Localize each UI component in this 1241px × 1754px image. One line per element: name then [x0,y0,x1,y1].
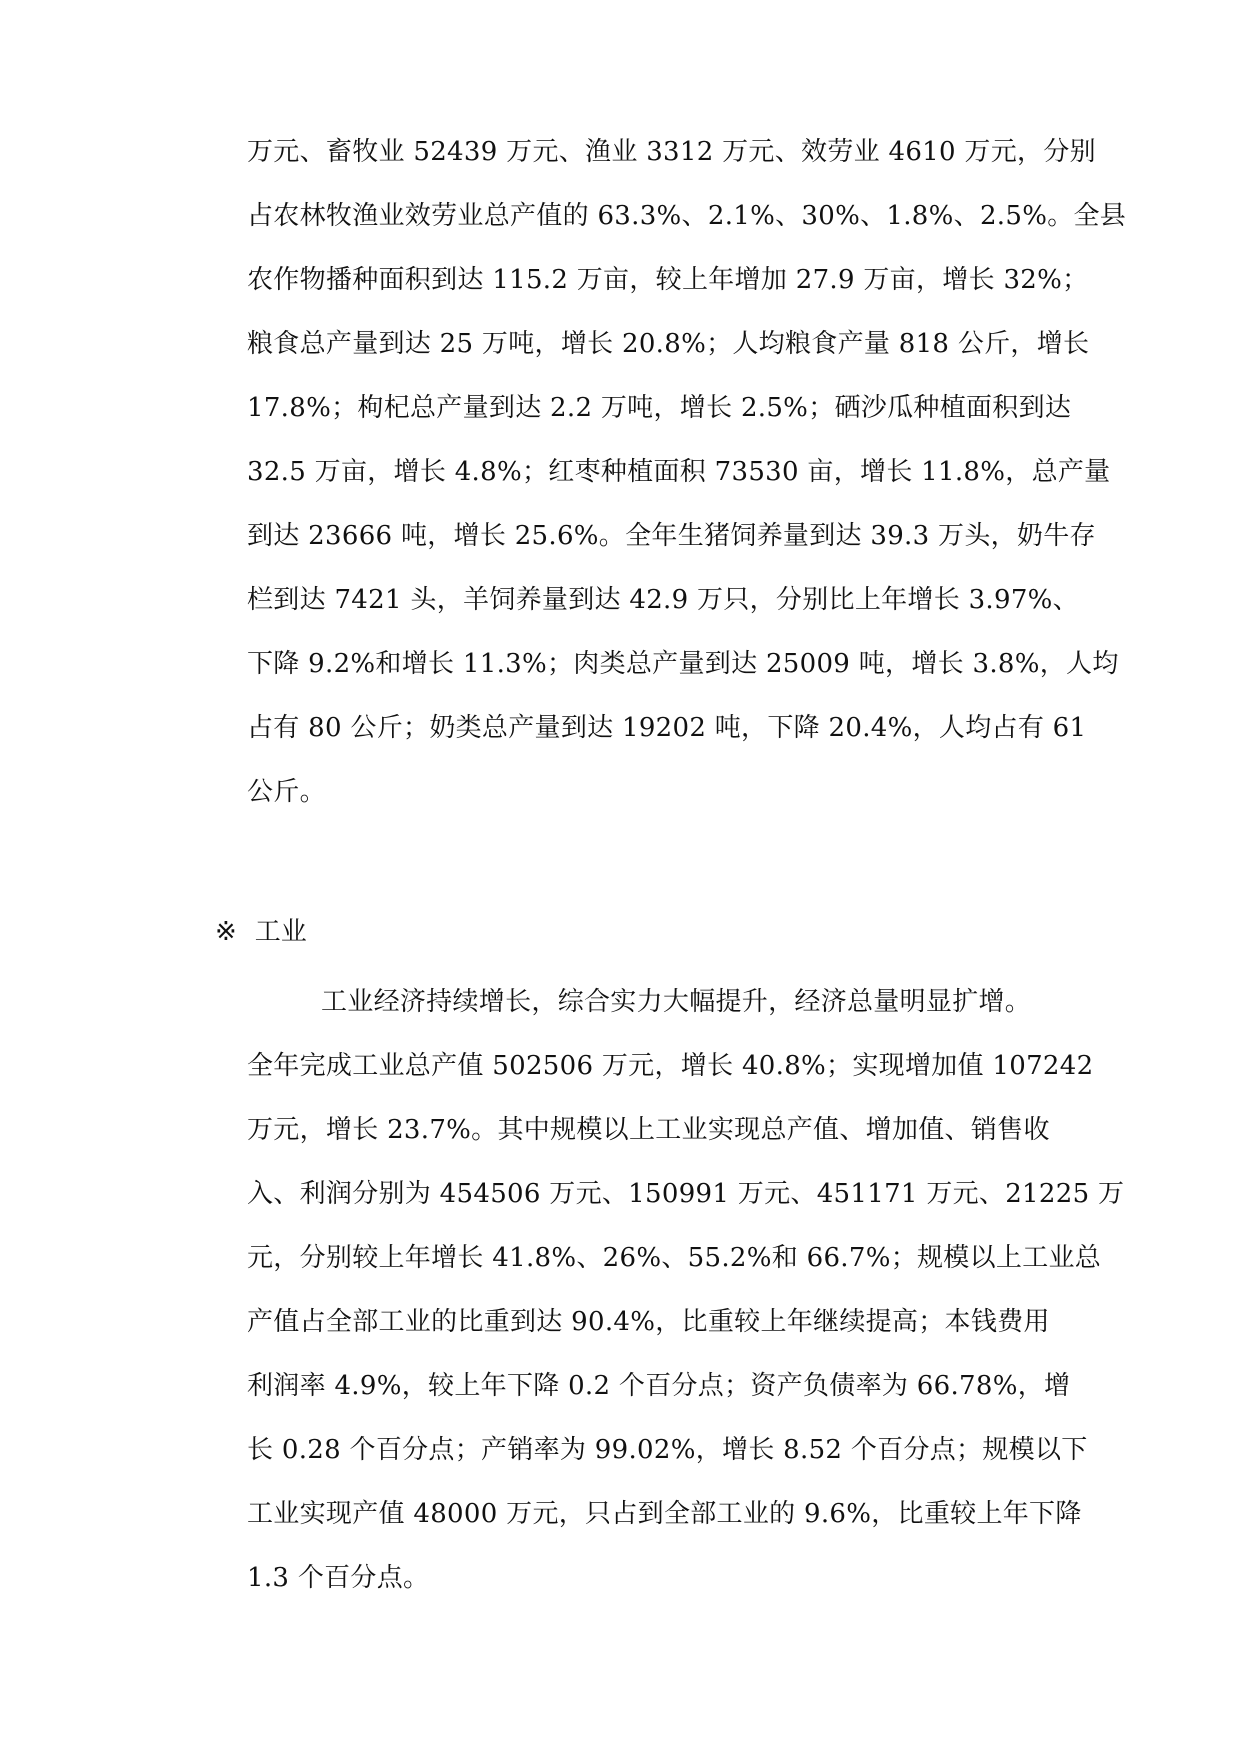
paragraph-line: 元，分别较上年增长 41.8%、26%、55.2%和 66.7%；规模以上工业总 [247,1243,1102,1273]
paragraph-line: 粮食总产量到达 25 万吨，增长 20.8%；人均粮食产量 818 公斤，增长 [247,329,1090,359]
section-title: 工业 [254,917,307,947]
industry-paragraph [247,970,1127,1610]
paragraph-line: 万元、畜牧业 52439 万元、渔业 3312 万元、效劳业 4610 万元，分别 [247,137,1096,167]
paragraph-line: 入、利润分别为 454506 万元、150991 万元、451171 万元、21225 万 [247,1179,1125,1209]
section-heading-industry [215,900,307,964]
reference-mark-icon: ※ [215,917,237,947]
paragraph-line: 工业实现产值 48000 万元，只占到全部工业的 9.6%，比重较上年下降 [247,1499,1082,1529]
paragraph-line: 占有 80 公斤；奶类总产量到达 19202 吨，下降 20.4%，人均占有 61 [247,713,1087,743]
paragraph-line: 1.3 个百分点。 [247,1563,430,1593]
paragraph-line: 农作物播种面积到达 115.2 万亩，较上年增加 27.9 万亩，增长 32%； [247,265,1089,295]
paragraph-line: 全年完成工业总产值 502506 万元，增长 40.8%；实现增加值 107242 [247,1051,1094,1081]
paragraph-line: 工业经济持续增长，综合实力大幅提升，经济总量明显扩增。 [321,987,1032,1017]
paragraph-line: 产值占全部工业的比重到达 90.4%，比重较上年继续提高；本钱费用 [247,1307,1050,1337]
paragraph-line: 到达 23666 吨，增长 25.6%。全年生猪饲养量到达 39.3 万头，奶牛存 [247,521,1096,551]
paragraph-line: 栏到达 7421 头，羊饲养量到达 42.9 万只，分别比上年增长 3.97%、 [247,585,1079,615]
paragraph-line: 利润率 4.9%，较上年下降 0.2 个百分点；资产负债率为 66.78%，增 [247,1371,1071,1401]
paragraph-line: 公斤。 [247,777,326,807]
paragraph-line: 占农林牧渔业效劳业总产值的 63.3%、2.1%、30%、1.8%、2.5%。全县 [247,201,1127,231]
agriculture-paragraph [247,120,1127,824]
paragraph-line: 32.5 万亩，增长 4.8%；红枣种植面积 73530 亩，增长 11.8%，总产量 [247,457,1111,487]
paragraph-line: 下降 9.2%和增长 11.3%；肉类总产量到达 25009 吨，增长 3.8%，人均 [247,649,1119,679]
paragraph-line: 17.8%；枸杞总产量到达 2.2 万吨，增长 2.5%；硒沙瓜种植面积到达 [247,393,1072,423]
paragraph-line: 长 0.28 个百分点；产销率为 99.02%，增长 8.52 个百分点；规模以下 [247,1435,1088,1465]
paragraph-line: 万元，增长 23.7%。其中规模以上工业实现总产值、增加值、销售收 [247,1115,1050,1145]
